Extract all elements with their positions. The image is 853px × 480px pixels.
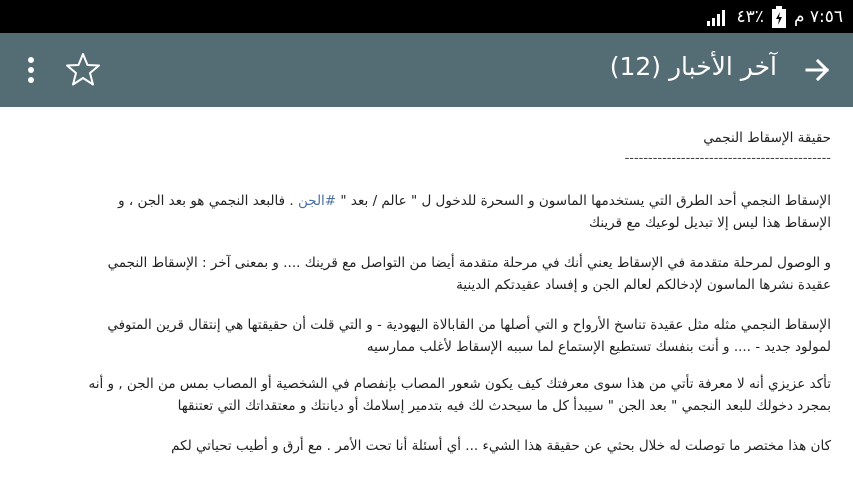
battery-percent: ٤٣٪ (736, 6, 764, 27)
article-content (0, 107, 853, 480)
star-outline-icon[interactable] (64, 51, 102, 89)
paragraph-4 (16, 373, 831, 417)
hashtag-link[interactable]: #الجن (297, 193, 337, 209)
arrow-right-icon[interactable] (805, 57, 831, 83)
paragraph-5 (16, 435, 831, 457)
paragraph-3 (16, 314, 831, 358)
title-divider: -------------------------------------------- (624, 151, 831, 166)
status-time: ٧:٥٦ م (793, 6, 843, 27)
status-right-group (707, 0, 843, 33)
text-span: . فالبعد النجمي هو بعد الجن ، و (118, 193, 298, 209)
app-bar (0, 33, 853, 107)
paragraph-1 (16, 190, 831, 234)
page-title: آخر الأخبار (12) (609, 52, 777, 81)
paragraph-line: بمجرد دخولك للبعد النجمي " بعد الجن " سيبدأ كل ما سيحدث لك فيه بتدمير إسلامك أو ديانتك و معتقداتك التي تعتنقها (177, 398, 831, 414)
paragraph-line: الإسقاط هذا ليس إلا تبديل لوعيك مع قرينك (588, 215, 831, 231)
paragraph-line (16, 190, 831, 212)
paragraph-line: لمولود جديد - .... و أنت بنفسك تستطيع الإستماع لما سببه الإسقاط لأغلب ممارسيه (366, 339, 831, 355)
text-span: الإسقاط النجمي أحد الطرق التي يستخدمها الماسون و السحرة للدخول ل " عالم / بعد " (336, 193, 831, 209)
paragraph-line: و الوصول لمرحلة متقدمة في الإسقاط يعني أنك في مرحلة متقدمة أيضا من التواصل مع قرينك .... و بمعنى آخر : الإسقاط النجمي (107, 255, 831, 271)
signal-icon (707, 8, 729, 26)
article-title: حقيقة الإسقاط النجمي (703, 130, 831, 146)
paragraph-line: تأكد عزيزي أنه لا معرفة تأتي من هذا سوى معرفتك كيف يكون شعور المصاب بإنفصام في الشخصية أو المصاب بمس من الجن , و أنه (88, 376, 831, 392)
paragraph-line: كان هذا مختصر ما توصلت له خلال بحثي عن حقيقة هذا الشيء ... أي أسئلة أنا تحت الأمر . مع أرق و أطيب تحياتي لكم (171, 438, 831, 454)
overflow-menu-icon[interactable] (24, 55, 38, 85)
battery-icon (772, 6, 786, 28)
paragraph-2 (16, 252, 831, 296)
paragraph-line: عقيدة نشرها الماسون لإدخالكم لعالم الجن و إفساد عقيدتكم الدينية (456, 277, 831, 293)
status-bar (0, 0, 853, 33)
paragraph-line: الإسقاط النجمي مثله مثل عقيدة تناسخ الأرواح و التي أصلها من القابالاة اليهودية - و التي قلت أن حقيقتها هي إنتقال قرين المتوفي (107, 317, 831, 333)
